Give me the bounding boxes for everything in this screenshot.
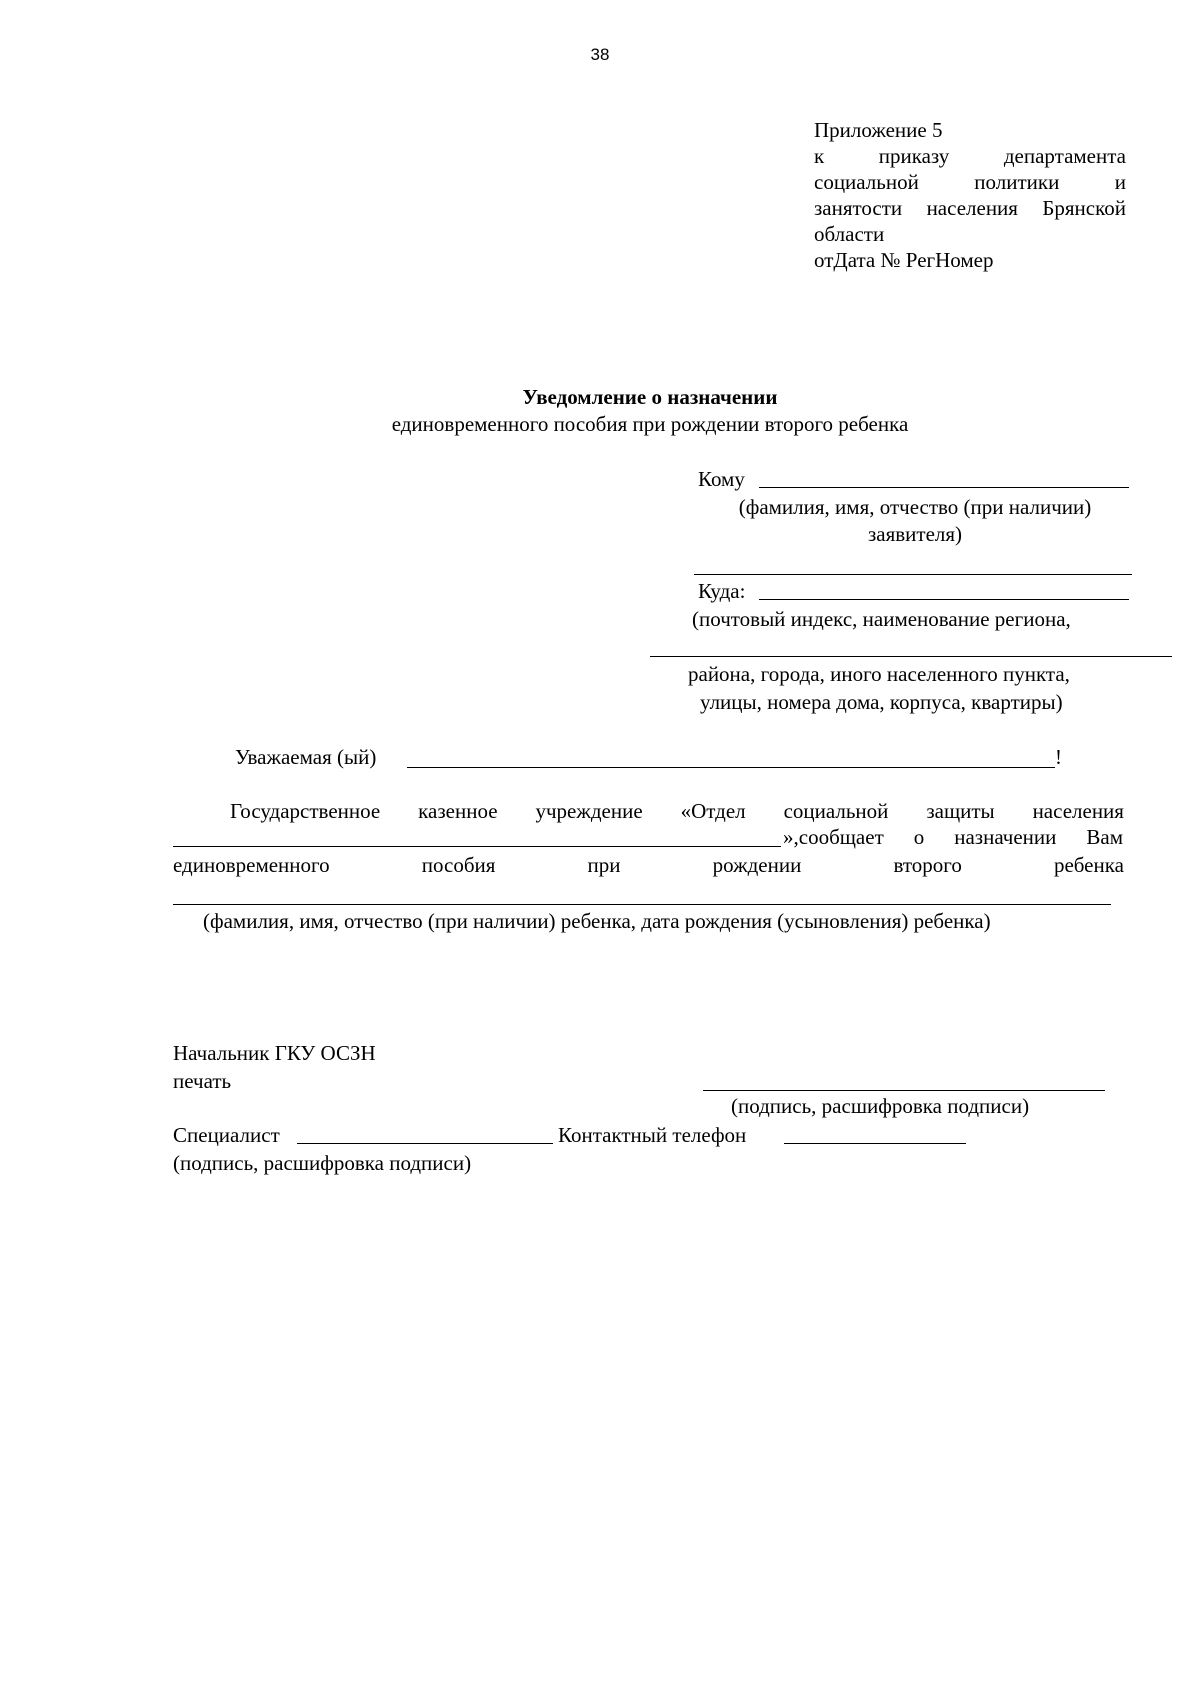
child-hint: (фамилия, имя, отчество (при наличии) ребенка, дата рождения (усыновления) ребенка)	[203, 909, 991, 933]
where-label: Куда:	[698, 579, 746, 603]
greeting-field-line[interactable]	[407, 767, 1055, 768]
body-word: защиты	[926, 799, 995, 823]
body-word: при	[587, 853, 621, 877]
greeting-label: Уважаемая (ый)	[235, 745, 377, 769]
appendix-line-2	[814, 143, 1126, 169]
specialist-signature-hint: (подпись, расшифровка подписи)	[173, 1151, 472, 1175]
stamp-label: печать	[173, 1069, 232, 1093]
body-word: социальной	[783, 799, 889, 823]
appendix-line-1: Приложение 5	[814, 118, 943, 142]
body-word: Государственное	[230, 799, 381, 823]
appendix-line-5: области	[814, 222, 885, 246]
where-hint-2: района, города, иного населенного пункта,	[688, 662, 1070, 686]
appendix-word: занятости	[814, 196, 903, 220]
appendix-word: к	[814, 144, 825, 168]
appendix-word: политики	[974, 170, 1060, 194]
appendix-line-6: отДата № РегНомер	[814, 248, 994, 272]
department-field-line[interactable]	[173, 846, 781, 847]
body-word: пособия	[421, 853, 496, 877]
to-hint-2: заявителя)	[867, 522, 963, 546]
body-line-1	[230, 798, 1124, 824]
greeting-exclamation: !	[1055, 745, 1062, 769]
specialist-label: Специалист	[173, 1123, 280, 1147]
head-signature-line[interactable]	[703, 1090, 1105, 1091]
name-field-line-2[interactable]	[694, 574, 1132, 575]
body-line-2-tail: »,сообщает о назначении Вам	[783, 825, 1123, 849]
document-subtitle: единовременного пособия при рождении второго ребенка	[391, 412, 909, 436]
specialist-signature-line[interactable]	[297, 1143, 553, 1144]
body-word: учреждение	[535, 799, 643, 823]
appendix-block	[814, 117, 1126, 273]
phone-label: Контактный телефон	[558, 1123, 747, 1147]
where-hint-3: улицы, номера дома, корпуса, квартиры)	[700, 690, 1063, 714]
body-word: второго	[893, 853, 962, 877]
appendix-word: населения	[926, 196, 1018, 220]
body-word: единовременного	[173, 853, 330, 877]
appendix-line-4	[814, 195, 1126, 221]
phone-field-line[interactable]	[784, 1143, 966, 1144]
body-word: казенное	[418, 799, 498, 823]
to-label: Кому	[698, 467, 745, 491]
where-hint-1: (почтовый индекс, наименование региона,	[692, 607, 1071, 631]
where-field-line[interactable]	[759, 599, 1129, 600]
head-label: Начальник ГКУ ОСЗН	[173, 1041, 376, 1065]
appendix-line-3	[814, 169, 1126, 195]
body-line-3	[173, 852, 1124, 878]
appendix-word: Брянской	[1042, 196, 1126, 220]
body-word: населения	[1032, 799, 1124, 823]
page-number: 38	[590, 45, 610, 64]
body-word: «Отдел	[680, 799, 746, 823]
document-title: Уведомление о назначении	[522, 385, 778, 409]
appendix-word: социальной	[814, 170, 919, 194]
appendix-word: приказу	[878, 144, 950, 168]
appendix-word: и	[1114, 170, 1126, 194]
to-hint-1: (фамилия, имя, отчество (при наличии)	[738, 495, 1092, 519]
head-signature-hint: (подпись, расшифровка подписи)	[731, 1094, 1030, 1118]
to-field-line[interactable]	[759, 487, 1129, 488]
body-word: ребенка	[1053, 853, 1124, 877]
address-field-line[interactable]	[650, 656, 1172, 657]
appendix-word: департамента	[1003, 144, 1126, 168]
child-field-line[interactable]	[173, 904, 1111, 905]
body-word: рождении	[712, 853, 802, 877]
